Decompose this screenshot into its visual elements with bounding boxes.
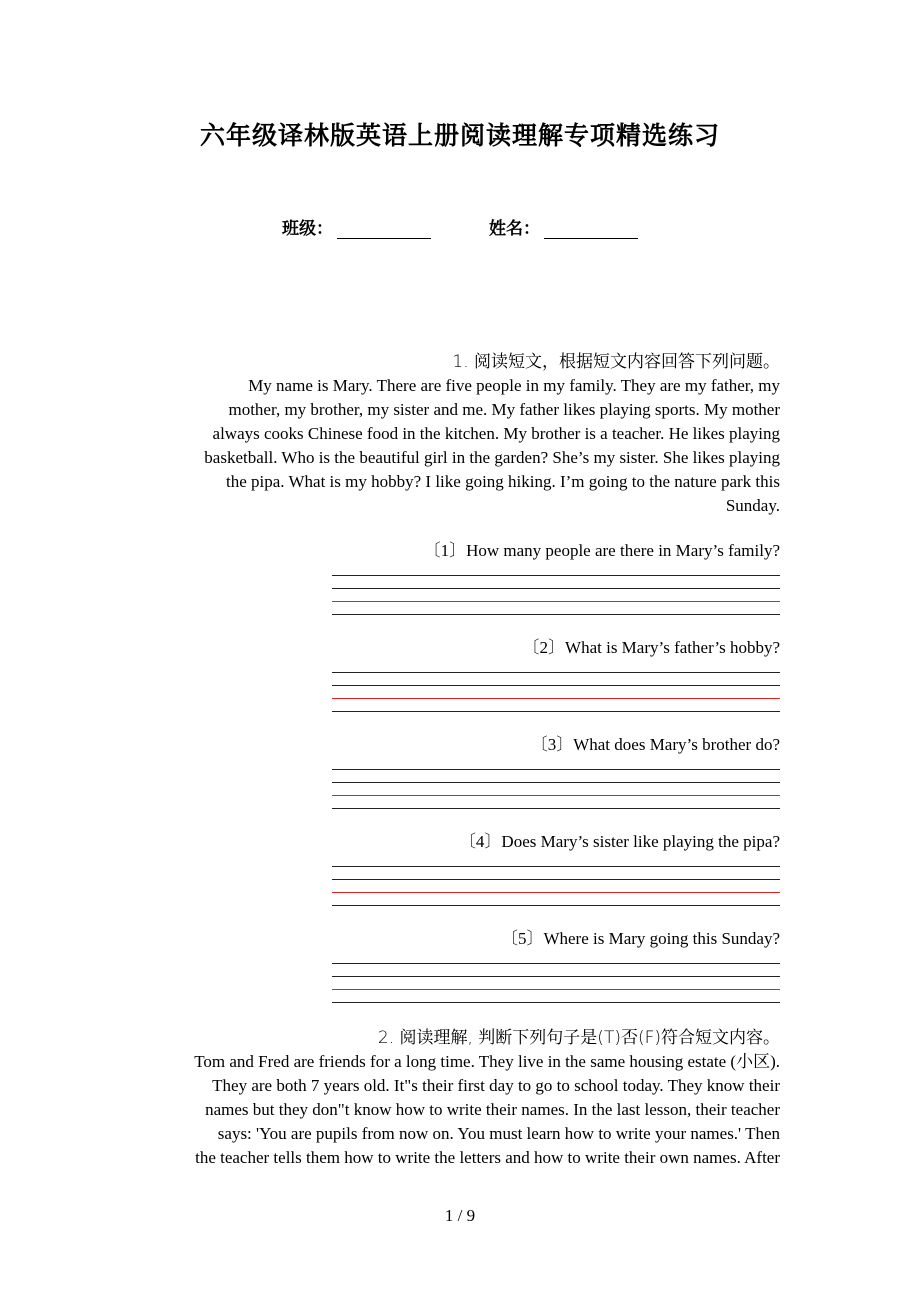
answer-line-red (332, 795, 780, 796)
page-title: 六年级译林版英语上册阅读理解专项精选练习 (199, 121, 720, 150)
section-2 (136, 1026, 780, 1170)
answer-line (332, 575, 780, 576)
answer-line-red (332, 698, 780, 699)
answer-line (332, 866, 780, 867)
question-4: 〔4〕Does Mary’s sister like playing the pipa? (458, 832, 780, 851)
passage-line: My name is Mary. There are five people in my family. They are my father, my (248, 376, 780, 395)
question-1: 〔1〕How many people are there in Mary’s family? (423, 541, 780, 560)
answer-line (332, 672, 780, 673)
answer-line (332, 769, 780, 770)
answer-line (332, 879, 780, 880)
question-5: 〔5〕Where is Mary going this Sunday? (500, 929, 780, 948)
name-field[interactable] (489, 214, 638, 239)
student-info-fields (0, 214, 920, 239)
answer-area-5[interactable] (332, 963, 780, 1003)
answer-area-1[interactable] (332, 575, 780, 615)
answer-line (332, 685, 780, 686)
section-1-passage (136, 374, 780, 518)
class-label: 班级： (282, 219, 334, 239)
section-1 (136, 350, 780, 1003)
answer-area-3[interactable] (332, 769, 780, 809)
answer-line (332, 588, 780, 589)
passage-line: names but they don"t know how to write their names. In the last lesson, their teacher (205, 1100, 780, 1119)
section-1-heading: 1. 阅读短文，根据短文内容回答下列问题。 (452, 352, 780, 372)
passage-line: They are both 7 years old. It"s their first day to go to school today. They know their (212, 1076, 780, 1095)
section-2-heading: 2. 阅读理解, 判断下列句子是(T)否(F)符合短文内容。 (377, 1028, 780, 1048)
name-blank[interactable] (544, 220, 638, 239)
answer-line-red (332, 601, 780, 602)
answer-line (332, 976, 780, 977)
answer-area-4[interactable] (332, 866, 780, 906)
passage-line: basketball. Who is the beautiful girl in the garden? She’s my sister. She likes playing (204, 448, 780, 467)
passage-line: always cooks Chinese food in the kitchen. My brother is a teacher. He likes playing (212, 424, 780, 443)
answer-line-red (332, 989, 780, 990)
answer-line (332, 782, 780, 783)
question-2: 〔2〕What is Mary’s father’s hobby? (522, 638, 780, 657)
answer-line (332, 1002, 780, 1003)
passage-line: the pipa. What is my hobby? I like going hiking. I’m going to the nature park this (226, 472, 780, 491)
passage-line: Tom and Fred are friends for a long time. They live in the same housing estate (小区). (194, 1052, 780, 1071)
answer-line-red (332, 892, 780, 893)
passage-line: the teacher tells them how to write the letters and how to write their own names. After (195, 1148, 780, 1167)
answer-line (332, 614, 780, 615)
section-2-passage (136, 1050, 780, 1170)
answer-line (332, 711, 780, 712)
answer-area-2[interactable] (332, 672, 780, 712)
answer-line (332, 963, 780, 964)
passage-line: mother, my brother, my sister and me. My father likes playing sports. My mother (228, 400, 780, 419)
class-field[interactable] (282, 214, 431, 239)
page-number: 1 / 9 (444, 1206, 476, 1225)
class-blank[interactable] (337, 220, 431, 239)
answer-line (332, 905, 780, 906)
name-label: 姓名： (488, 219, 540, 239)
passage-line: Sunday. (725, 496, 780, 515)
question-3: 〔3〕What does Mary’s brother do? (530, 735, 780, 754)
answer-line (332, 808, 780, 809)
passage-line: says: 'You are pupils from now on. You must learn how to write your names.' Then (217, 1124, 780, 1143)
